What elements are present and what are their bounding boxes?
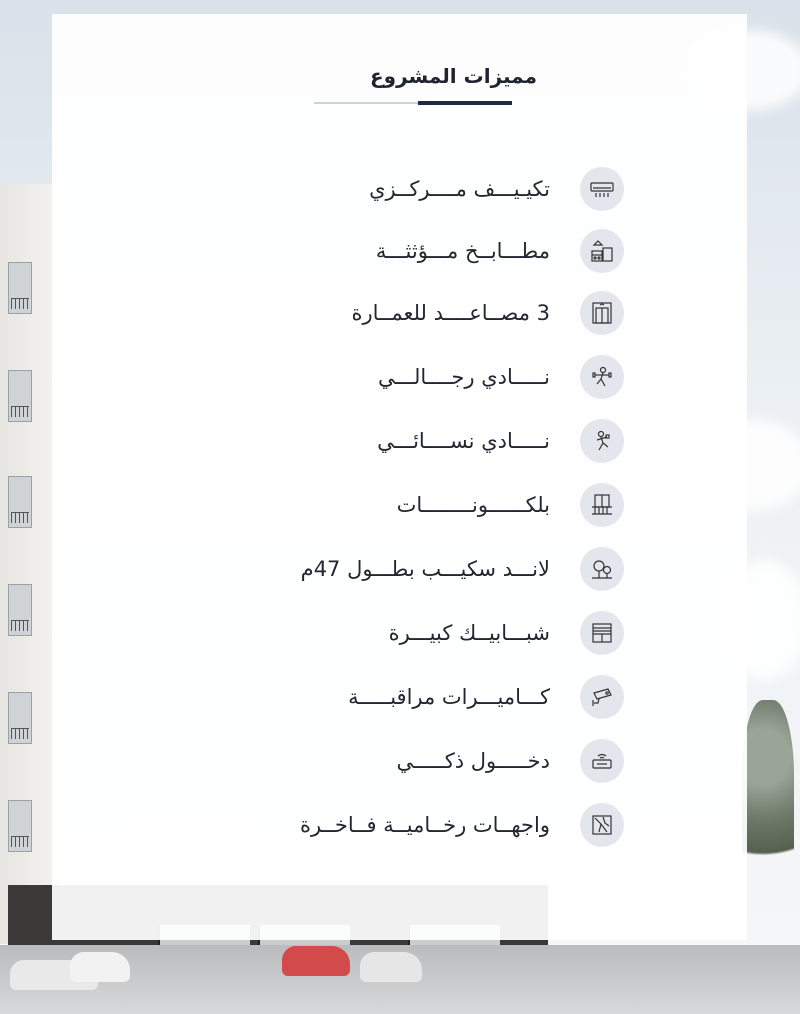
feature-elevators: [222, 290, 624, 336]
feature-label: مطـــابــخ مـــؤثثـــة: [375, 239, 550, 263]
elevator-icon: [580, 291, 624, 335]
women-gym-icon: [580, 419, 624, 463]
feature-men-gym: [222, 354, 624, 400]
car: [282, 946, 350, 976]
features-panel: [52, 14, 747, 940]
feature-large-windows: [222, 610, 624, 656]
feature-landscape: [222, 546, 624, 592]
feature-label: نـــــادي رجــــالـــي: [378, 365, 550, 389]
car: [360, 952, 422, 982]
feature-label: تكيـيـــف مــــركــزي: [369, 177, 550, 201]
landscape-trees-icon: [580, 547, 624, 591]
tree: [742, 700, 794, 890]
feature-smart-entry: [222, 738, 624, 784]
kitchen-icon: [580, 229, 624, 273]
feature-marble-facade: [222, 802, 624, 848]
feature-label: شبـــابيــك كبيـــرة: [388, 621, 550, 645]
car: [70, 952, 130, 982]
marble-facade-icon: [580, 803, 624, 847]
window-icon: [580, 611, 624, 655]
feature-label: لانـــد سكيـــب بطـــول 47م: [300, 557, 550, 581]
feature-women-gym: [222, 418, 624, 464]
smart-entry-icon: [580, 739, 624, 783]
feature-cameras: [222, 674, 624, 720]
air-conditioner-icon: [580, 167, 624, 211]
feature-label: نـــــادي نســــائـــي: [377, 429, 550, 453]
feature-label: بلكــــــونــــــــات: [396, 493, 550, 517]
men-gym-icon: [580, 355, 624, 399]
feature-label: كـــاميـــرات مراقبـــــة: [348, 685, 550, 709]
feature-kitchens: [222, 228, 624, 274]
title-underline-accent: [418, 101, 512, 105]
balcony-icon: [580, 483, 624, 527]
section-title: مميزات المشروع: [370, 64, 537, 88]
security-camera-icon: [580, 675, 624, 719]
feature-label: واجهــات رخــاميــة فــاخــرة: [299, 813, 550, 837]
feature-air-conditioning: [222, 166, 624, 212]
feature-label: 3 مصــاعــــد للعمــارة: [351, 301, 550, 325]
feature-label: دخـــــول ذكـــــي: [396, 749, 550, 773]
feature-balconies: [222, 482, 624, 528]
